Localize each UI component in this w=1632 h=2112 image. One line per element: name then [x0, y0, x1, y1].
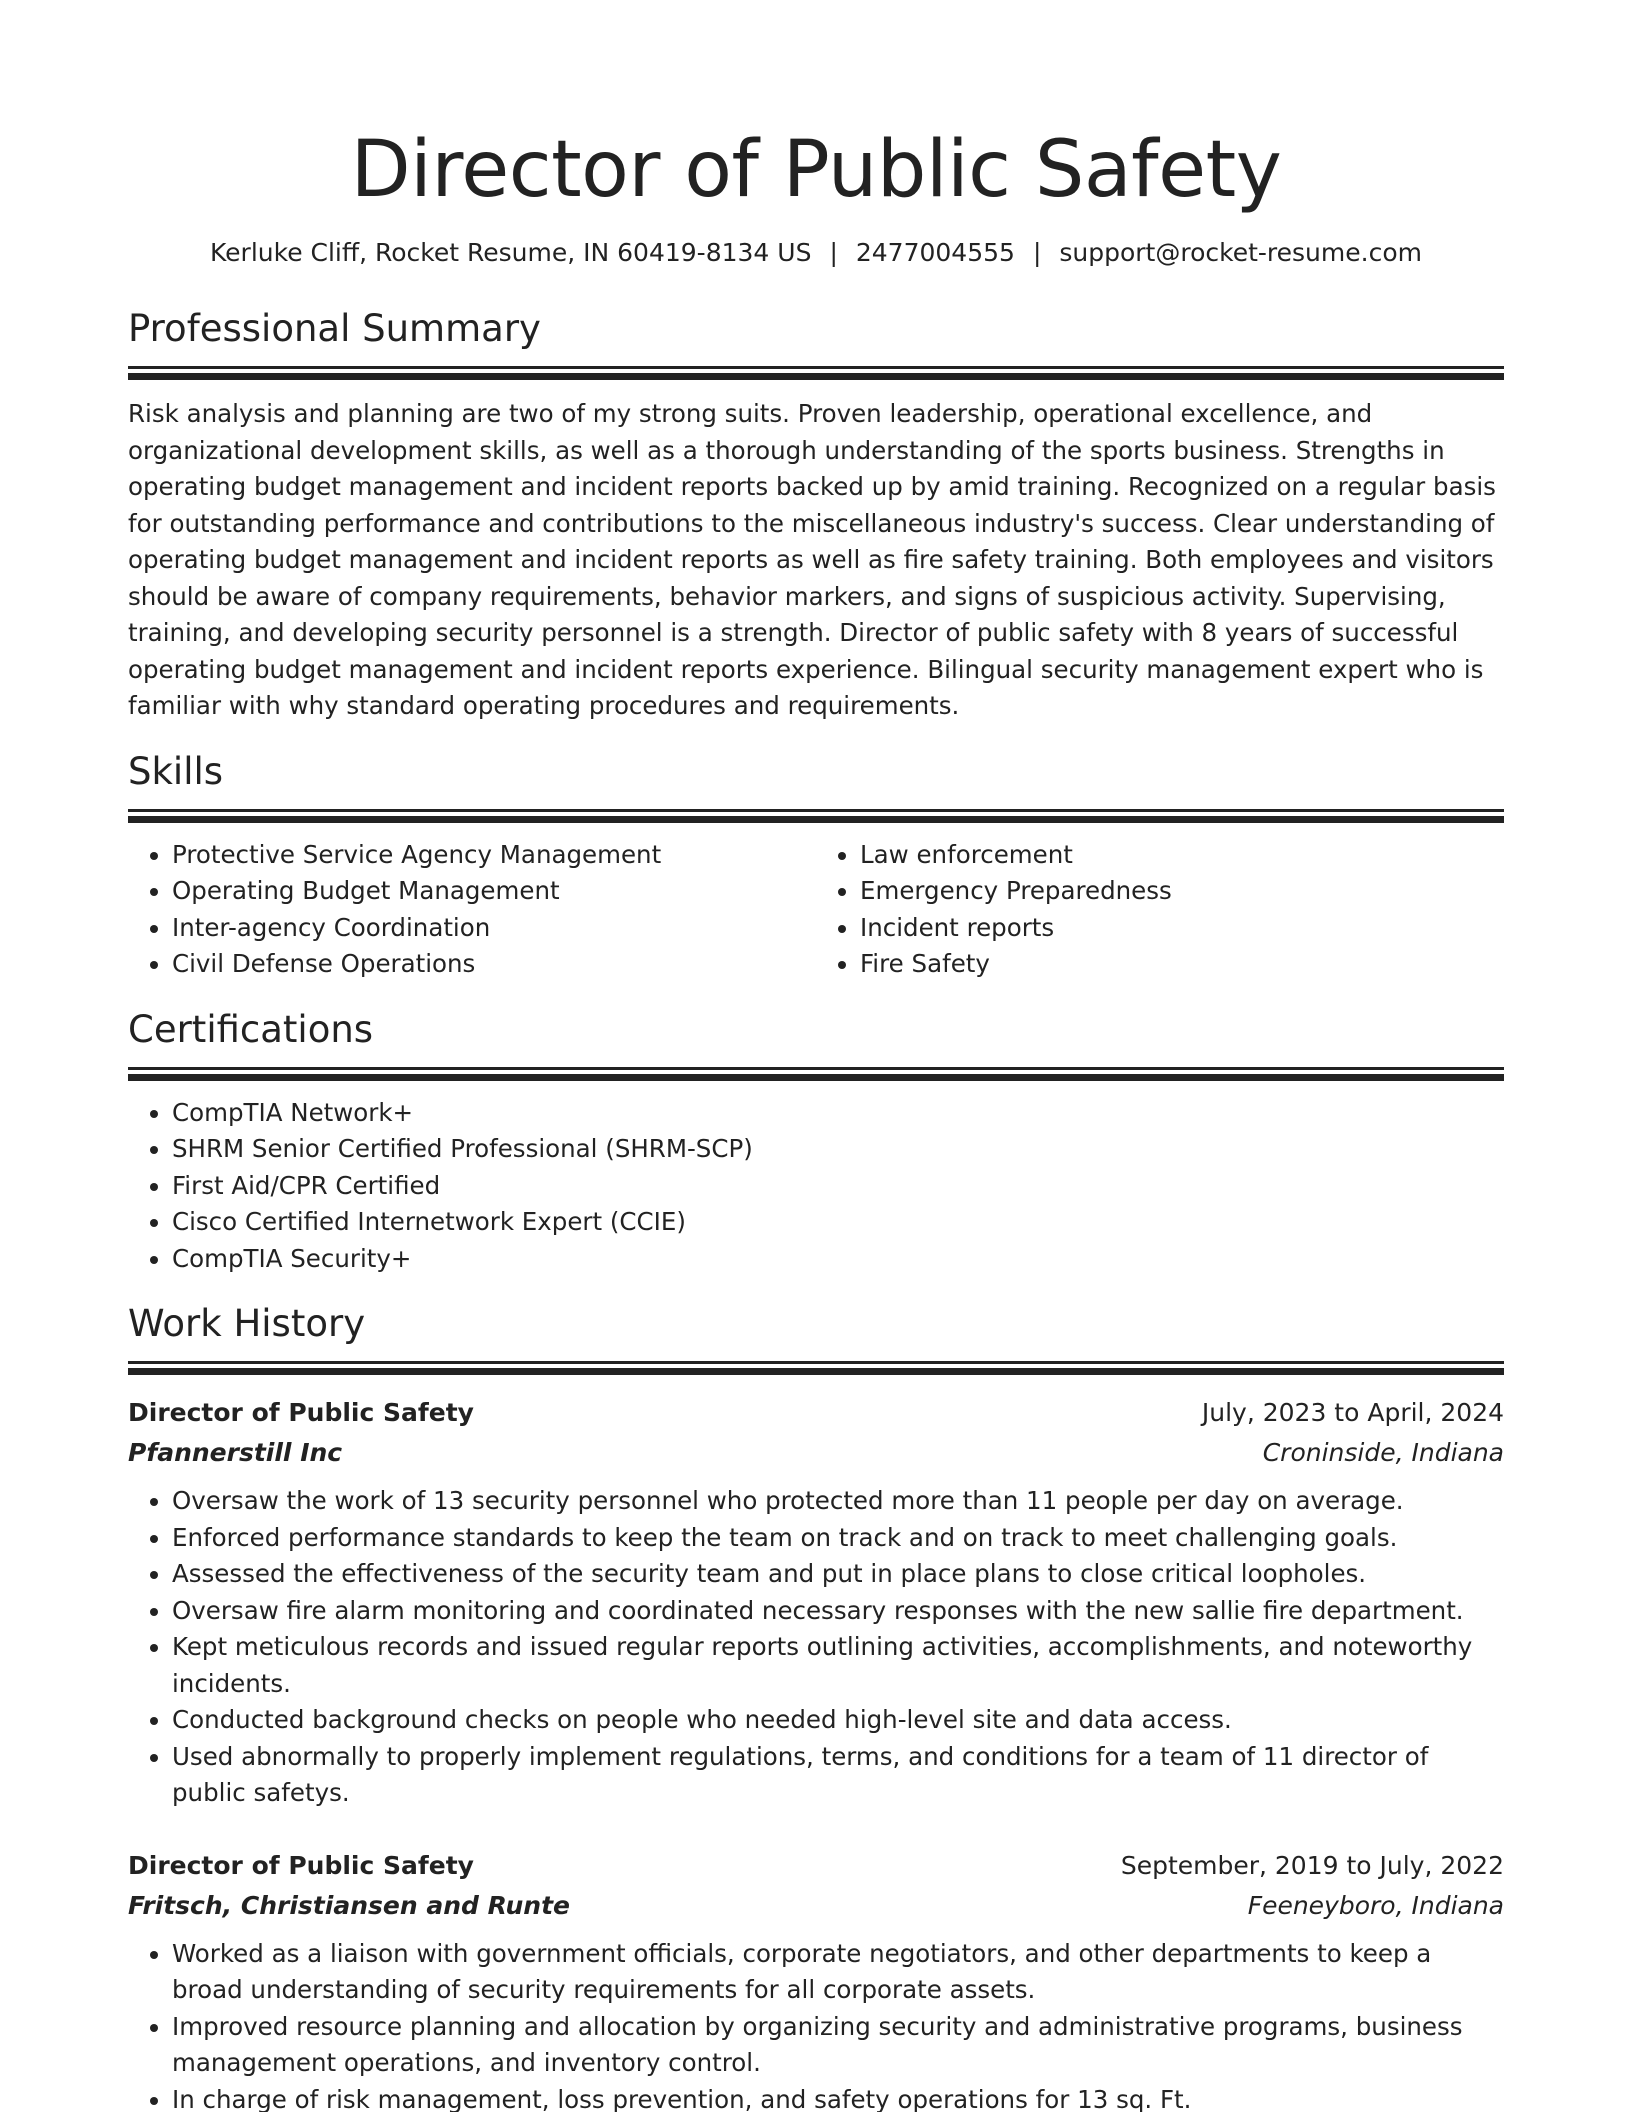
job-entry — [128, 1846, 1504, 2112]
job-bullets — [128, 1483, 1504, 1812]
job-dates: September, 2019 to July, 2022 — [1120, 1850, 1504, 1880]
job-bullet: • Conducted background checks on people who needed high-level site and data access. — [172, 1702, 1504, 1739]
skill-item: • Inter-agency Coordination — [172, 910, 816, 947]
skill-item: • Emergency Preparedness — [860, 873, 1504, 910]
job-bullet: • Enforced performance standards to keep the team on track and on track to meet challenging goals. — [172, 1520, 1504, 1557]
job-header-row — [128, 1393, 1504, 1433]
job-company-row — [128, 1433, 1504, 1473]
contact-email: support@rocket-resume.com — [1059, 238, 1422, 267]
skill-item: • Protective Service Agency Management — [172, 837, 816, 874]
job-bullet: • Oversaw fire alarm monitoring and coordinated necessary responses with the new sallie fire department. — [172, 1593, 1504, 1630]
section-heading: Professional Summary — [128, 307, 541, 350]
job-bullet: • Assessed the effectiveness of the security team and put in place plans to close critical loopholes. — [172, 1556, 1504, 1593]
summary-text: Risk analysis and planning are two of my strong suits. Proven leadership, operational excellence, and organizational development skills, as well as a thorough understanding of the sports business. Strengths in operating budget management and incident reports backed up by amid training. Recognized on a regular basis for outstanding performance and contributions to the miscellaneous industry's success. Clear understanding of operating budget management and incident reports as well as fire safety training. Both employees and visitors should be aware of company requirements, behavior markers, and signs of suspicious activity. Supervising, training, and developing security personnel is a strength. Director of public safety with 8 years of successful operating budget management and incident reports experience. Bilingual security management expert who is familiar with why standard operating procedures and requirements. — [128, 399, 1496, 720]
resume-title: Director of Public Safety — [350, 125, 1282, 215]
contact-separator: | — [1032, 238, 1042, 267]
summary-section — [128, 304, 1504, 725]
skill-item: • Civil Defense Operations — [172, 946, 816, 983]
contact-address: Kerluke Cliff, Rocket Resume, IN 60419-8134 US — [210, 238, 812, 267]
job-company-row — [128, 1886, 1504, 1926]
job-title: Director of Public Safety — [128, 1850, 474, 1880]
skills-section — [128, 747, 1504, 983]
job-title: Director of Public Safety — [128, 1398, 474, 1427]
contact-separator: | — [829, 238, 838, 267]
section-divider-thick — [128, 816, 1504, 823]
contact-line — [128, 236, 1504, 270]
job-location: Feeneyboro, Indiana — [1247, 1890, 1504, 1920]
section-divider-thick — [128, 373, 1504, 380]
job-bullet: • Improved resource planning and allocation by organizing security and administrative programs, business management operations, and inventory control. — [172, 2009, 1504, 2082]
certification-item: • CompTIA Security+ — [172, 1241, 1504, 1278]
job-header-row — [128, 1846, 1504, 1886]
section-divider-thick — [128, 1074, 1504, 1081]
skill-item: • Operating Budget Management — [172, 873, 816, 910]
section-heading: Certifications — [128, 1007, 374, 1051]
job-bullet: • Oversaw the work of 13 security personnel who protected more than 11 people per day on average. — [172, 1483, 1504, 1520]
skills-list-left — [128, 837, 816, 983]
skill-item: • Fire Safety — [860, 946, 1504, 983]
section-divider — [128, 366, 1504, 369]
certification-item: • SHRM Senior Certified Professional (SHRM-SCP) — [172, 1131, 1504, 1168]
section-heading: Work History — [128, 1302, 366, 1345]
section-divider-thick — [128, 1368, 1504, 1375]
section-divider — [128, 1067, 1504, 1070]
skill-item: • Incident reports — [860, 910, 1504, 947]
section-divider — [128, 1361, 1504, 1364]
job-entry — [128, 1393, 1504, 1812]
job-bullets — [128, 1936, 1504, 2112]
certifications-list — [128, 1095, 1504, 1278]
job-bullet: • Used abnormally to properly implement regulations, terms, and conditions for a team of 11 director of public safetys. — [172, 1739, 1504, 1812]
job-company: Fritsch, Christiansen and Runte — [128, 1890, 570, 1920]
job-dates: July, 2023 to April, 2024 — [1201, 1398, 1504, 1427]
job-company: Pfannerstill Inc — [128, 1438, 343, 1467]
skills-list-right — [816, 837, 1504, 983]
job-location: Croninside, Indiana — [1262, 1438, 1504, 1467]
certification-item: • CompTIA Network+ — [172, 1095, 1504, 1132]
job-bullet: • Worked as a liaison with government officials, corporate negotiators, and other departments to keep a broad understanding of security requirements for all corporate assets. — [172, 1936, 1504, 2009]
contact-phone: 2477004555 — [855, 238, 1015, 267]
skill-item: • Law enforcement — [860, 837, 1504, 874]
certification-item: • First Aid/CPR Certified — [172, 1168, 1504, 1205]
work-history-section — [128, 1299, 1504, 2112]
skills-grid — [128, 837, 1504, 983]
section-heading: Skills — [128, 749, 224, 793]
job-bullet: • Kept meticulous records and issued regular reports outlining activities, accomplishments, and noteworthy incidents. — [172, 1629, 1504, 1702]
certifications-section — [128, 1005, 1504, 1278]
certification-item: • Cisco Certified Internetwork Expert (CCIE) — [172, 1204, 1504, 1241]
job-bullet: • In charge of risk management, loss prevention, and safety operations for 13 sq. Ft. — [172, 2082, 1504, 2112]
section-divider — [128, 809, 1504, 812]
